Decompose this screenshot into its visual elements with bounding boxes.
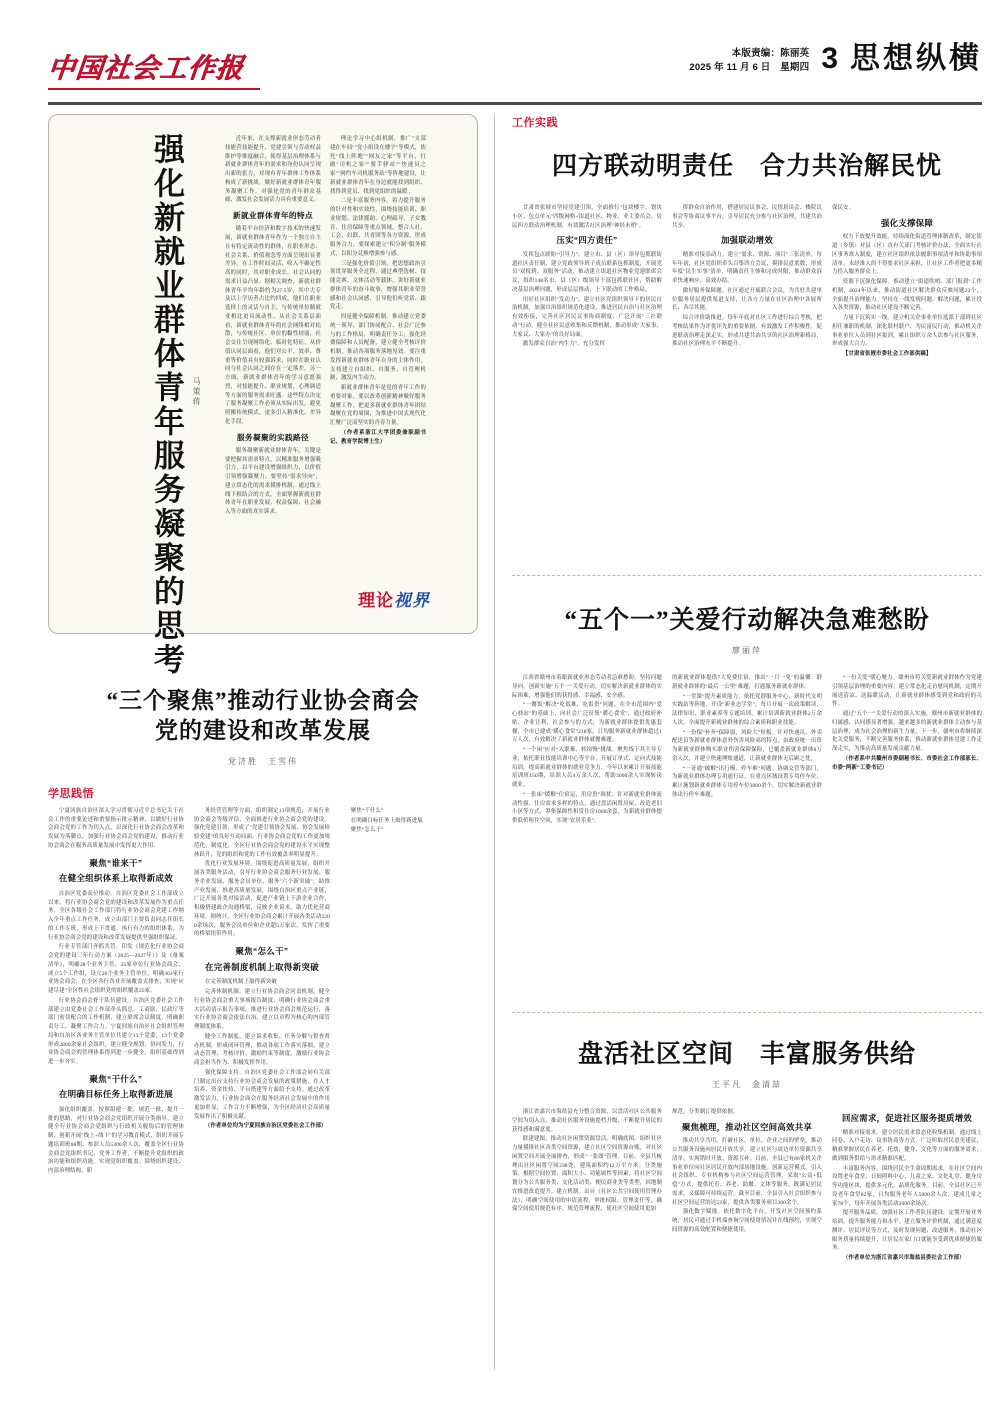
paragraph: 发挥包点联防“引导力”。建立市、县（区）领导包抓联街道社区责任制，建立党政领导班子成员联系包抓制度，开展党员"双报到、双服务"活动，推动建立街道社区物业党建联席会议，组织148名市、县（区）级领导干部包抓联社区，帮助解决基层治理问题，形成层层推动、上下联动的工作格局。 <box>512 251 662 293</box>
paragraph: “一证通”破解“出行慢、停车难”问题。协调交管等部门，为新就业群体办理专用通行证，在重点区域设置专用停车位，累计施划新就业群体专用停车位3000余个，切实解决新就业群体出行停车难题。 <box>672 765 822 798</box>
right-article-2-author: 廖丽萍 <box>732 646 762 655</box>
paragraph: 服务凝聚新就业群体青年，关键是要把握其需求特点，以精准服务增强吸引力、以平台建设增强组织力、以价值引领增强凝聚力。要坚持"需求导向"，建立常态化的需求摸排机制，通过线上线下相结合的方式，全面掌握新就业群体青年在职业发展、权益保障、社会融入等方面的真实诉求。 <box>225 447 321 516</box>
paragraph: “一张床”缓解“住宿运、用房贵”困扰。针对新就业群体流动性强、住房需求多样的特点，通过盘活闲置房屋、改造老旧小区等方式，筹集保障性租赁住房1000余套，为新就业群体提供低价租住空间，实现"安居乐业"。 <box>512 791 662 824</box>
right-article-3-column-1 <box>512 1108 662 1264</box>
paragraph: 力量下沉筑实一线。建立机关企事业单位选派干部到社区担任兼职的机制，深化联村联户、为民富民行动，推动机关企事业单位人员到社区报到，累计组织万余人次参与社区服务，形成强大合力。 <box>832 315 982 348</box>
right-article-2-column-2 <box>672 674 822 827</box>
paragraph: 浙江省嘉兴市海盐县充分整合资源，以盘活社区公共服务空间为切入点，推动社区服务设施提档升级，不断提升居民的获得感和满意度。 <box>512 1109 662 1133</box>
paragraph: 丰富服务内容。围绕居民全生命周期需求，在社区空间内设置老年食堂、日间照料中心、儿童之家、文化礼堂、健身房等功能区块，提供多元化、品质化服务。目前，全县社区已开设老年食堂62家，日均服务老年人5000余人次；建成儿童之家78个，每年开展各类活动2000余场次。 <box>832 1165 982 1207</box>
right-article-3-column-2 <box>672 1108 822 1264</box>
newspaper-logo: 中国社会工作报 <box>46 53 246 84</box>
right-article-2 <box>512 600 982 827</box>
subheading-line2: 在完善制度机制上取得新突破 <box>204 961 320 972</box>
paragraph: 近年来，在支撑新就业形态劳动者技能营技能提升、党建引领与劳动权益维护等维度融合，使得基层治理体系与新就业群体青年的需求和身份认同呈现出新的张力，对现有青年群体工作体系构成了新挑战。做好新就业群体青年服务凝聚工作，对强化党的青年群众基础、激发社会发展活力具有重要意义。 <box>225 136 321 204</box>
left-article-2-authors: 党济胜 王雪伟 <box>228 756 298 766</box>
masthead <box>0 42 1000 104</box>
article-separator-1 <box>512 575 982 576</box>
left-article-2-column-3 <box>340 807 476 1177</box>
masthead-right-group <box>689 44 982 76</box>
paragraph: 三是强化价值引领。把思想政治引领贯穿服务全过程，通过典型选树、技能竞赛、文体活动等载体，讲好新就业群体青年的奋斗故事，增强其职业荣誉感和社会认同感，引导他们听党话、跟党走。 <box>330 260 426 311</box>
paragraph: “一堂课”提升素质能力。依托党群服务中心、新时代文明实践站等阵地，开设"新业态学堂"，每月开展一次政策解读、法律知识、职业素养等专题培训，累计培训新就业群体2万余人次，全面提升新就业群体的综合素质和职业技能。 <box>672 693 822 726</box>
right-article-3-subheading-1: 聚焦梳理，推动社区空间高效共享 <box>681 1121 813 1132</box>
paragraph: 优化行业发展环境。围绕促进高质量发展，组织开展各类服务活动，引导行业协会商会服务行业发展、服务企业发展、服务会员单位，服务"六个新突破"，助推产业发展、推进高质量发展。围绕自治区重点产业链，广泛开展各类对接活动，促进产业链上下游企业合作，积极搭建政企沟通桥梁，反映企业诉求，助力优化营商环境。据统计，全区行业协会商会累计开展各类活动2200余场次，服务会员单位和企业超5万家次，发挥了重要的桥梁纽带作用。 <box>194 861 330 938</box>
right-article-2-attribution: （作者系中共赣州市委副秘书长、市委社会工作部部长、市委“两新”工委书记） <box>832 755 982 771</box>
paragraph: 健全工作制度。建立诉求收集、任务分解与督查督办机制，形成闭环管理，推动各项工作落实落细。建立动态管理、考核评价、激励约束等制度，激励行业协会商会担当作为、积极发挥作用。 <box>194 1033 330 1066</box>
boxed-subheading-2: 服务凝聚的实践路径 <box>237 432 309 442</box>
paragraph: 完善体制机制。建立行业协会商会问责机制，健全行业协会商会重大事项报告制度，明确行业协会商会重大活动请示报告事项，推进行业协会商会规范运行，落实行业协会商会依法自治，建立以章程为核心的内部管理制度体系。 <box>194 989 330 1030</box>
paragraph: 保民安。 <box>832 205 855 211</box>
right-article-1 <box>512 114 982 360</box>
boxed-article-column-2 <box>330 135 426 447</box>
editor-line: 本版责编：陈丽英 <box>731 47 810 59</box>
paragraph: “一份关爱”暖心聚力。赣州市将关爱新就业群体作为党建引领基层治理的重要内容，建立常态化走访慰问机制，定期开展送清凉、送温暖活动，让新就业群体感受到党和政府的关怀。 <box>832 675 982 708</box>
right-subheading-2: 加强联动增效 <box>720 235 774 246</box>
paragraph: 务经营管理等方面，组织制定13项规范，开展行业协会商会等级评估，全面推进行业协会商会党的建设。强化党建引领，形成了"党建引领协会发展、协会发展检验党建"的良好互动局面，行业协会商会党的工作更加规范化、制度化。全区行业协会商会党的建设水平实现整体跃升，党的组织和党的工作有效覆盖率明显提升。 <box>194 807 330 858</box>
right-article-1-column-1 <box>512 204 662 360</box>
right-article-3-subheading-2: 回应需求，促进社区服务提质增效 <box>841 1113 973 1123</box>
theory-logo-part1: 理论 <box>358 591 394 611</box>
right-subheading-3: 强化支撑保障 <box>880 217 934 228</box>
subheading-line2: 在明确目标任务上取得新进展 <box>58 1089 174 1100</box>
paragraph: 通过"五个一"关爱行动的深入实施，赣州市新就业群体的归属感、认同感显著增强，越来越多的新就业群体主动参与基层治理，成为社会治理的新生力量。下一步，赣州市将继续深化关爱服务，不断完善服务体系，推动新就业群体党建工作走深走实，为推动高质量发展贡献力量。 <box>832 711 982 752</box>
header-rule <box>48 102 982 105</box>
paragraph: “一餐饭”解决“吃饭难，吃饭贵”问题。在全市范围内"爱心驿站"的基础上，向社会广泛征集"暖心食堂"，通过政府补贴、企业让利、社会参与的方式，为新就业群体提供优惠套餐，全市已建成"暖心食堂"218家，日均服务新就业群体超过1万人次，有效解决了新就业群体就餐难题。 <box>512 702 662 744</box>
paragraph: 的新就业群体提供7大免费住宿，推出"一月一免"的温馨：群新就业群体的"最后一公里"难题，打通服务新就业群体。 <box>672 675 822 690</box>
paragraph: 宁夏回族自治区深入学习贯彻习近平总书记关于社会工作的重要论述和重要指示批示精神，以做好行业协会商会党的工作为切入点，以深化行业协会商会改革和发展为落脚点，加强行业协会商会党的建设，推动行业协会商会在服务高质量发展中发挥更大作用。 <box>48 807 184 849</box>
paragraph: 做好服务保障题。社区通过开展联合会议，为共驻共建单位服务居民提供渠道支持，让各方力量在社区治理中各展所长、各尽其能。 <box>672 287 822 312</box>
theory-logo-part2: 视界 <box>394 591 430 611</box>
subheading-line1: 聚焦“谁来干” <box>89 857 143 868</box>
paragraph: 行业专管部门齐抓共管。印发《规范化行业协会商会党的建设三年行动方案（2025—2027年）》及《备案清单》，明确28个业务主管、35家单位行业协会商会，成立5个工作组，设立26个业务主管单位，明确303家行业协会商会，在全区各行各业开展覆盖式排查，实现"应建尽建"全区性社会组织党的组织覆盖25家。 <box>48 944 184 994</box>
logo-underline <box>48 88 260 90</box>
right-article-3-title: 盘活社区空间 丰富服务供给 <box>577 1041 916 1068</box>
paragraph: 二是丰富服务内容。着力提升服务的针对性和实效性，围绕技能培训、职业规划、法律援助、心理疏导、子女教育、住房保障等重点领域，整合人社、工会、妇联、共青团等各方资源，形成服务合力。要探索建立"积分制"服务模式，以积分兑换增强参与感。 <box>330 198 426 257</box>
subheading-line1: 聚焦“怎么干” <box>235 946 289 957</box>
boxed-article-title: 强化新就业群体青年服务凝聚的思考 <box>149 133 184 677</box>
paragraph: 提升服务品质。加强社区工作者队伍建设，定期开展业务培训，提升服务能力和水平。建立服务评价机制，通过满意度测评、居民评议等方式，及时发现问题、改进服务，推动社区服务质量持续提升，让居民在家门口就能享受到优质便捷的服务。 <box>832 1210 982 1252</box>
left-article-2-column-1 <box>48 807 184 1177</box>
right-article-1-title: 四方联动明责任 合力共治解民忧 <box>551 153 942 180</box>
paragraph: 在明确目标任务上取得新进展 <box>350 817 423 824</box>
left-article-2-title-line1: “三个聚焦”推动行业协会商会 <box>106 688 420 713</box>
subheading-line2: 在健全组织体系上取得新成效 <box>58 873 174 884</box>
right-subheading-1: 压实“四方责任” <box>556 235 618 246</box>
boxed-subheading-1: 新就业群体青年的特点 <box>233 211 313 220</box>
page-number: 3 <box>821 42 838 75</box>
right-article-2-column-1 <box>512 674 662 827</box>
left-article-2-attribution: （作者单位均为宁夏回族自治区党委社会工作部） <box>204 1123 327 1130</box>
paragraph: 强化组织覆盖。按照组建一批、规范一批、提升一批的思路，对行业协会商会党组织开展分类指导，建立健全行业协会商会党组织与行政机关脱钩后的管理体制，创新开展"线上+线下"的学习教育模式，组织开展专题培训班68期、参训人员5300余人次，覆盖全区行业协会商会党组织书记、党务工作者，不断提升党组织的政治功能和组织功能。实现党组织覆盖。围绕组织建设、内部治理结构、职 <box>48 1106 184 1175</box>
paragraph: 推动共享共用。打破社区、单位、企业之间的壁垒，推动公共服务设施向居民开放共享，建立社区与周边单位资源共享清单，实现错时开放、资源互补。目前，全县已有86家机关企事业单位向社区居民开放内部场地设施。创新运营模式。引入社会组织、专业机构参与社区空间运营管理，采取"公益+低偿"方式，提供托育、养老、助餐、文体等服务，既满足居民需求，又保障可持续运营。截至目前，全县引入社会组织参与社区空间运营的达53家，提供各类服务项目300余个。 <box>672 1138 822 1206</box>
right-article-1-column-3 <box>832 204 982 360</box>
right-article-3-attribution: （作者单位为浙江省嘉兴市海盐县委社会工作部） <box>842 1255 965 1262</box>
boxed-article-author: 马策蒋 <box>192 377 201 407</box>
paragraph: 理论学习中心组机制，推广"支部建在车间""党小组设在楼宇"等模式，依托"线上阵地""网友之家"等平台，打破"司机之家""骑手驿站""快递员之家""网约车司机服务站"等阵地建设，让新就业群体青年在身边就能找到组织、找得到党员、找到党组织的温暖。 <box>330 136 426 195</box>
paragraph: 江西省赣州市着眼新就业形态劳动者急难愁盼，坚持问题导向，创新实施"五个一"关爱行动，切实解决新就业群体的实际困难，增强他们的获得感、幸福感、安全感。 <box>512 675 662 699</box>
right-article-3-authors: 王平凡 金清喆 <box>712 1080 782 1089</box>
right-article-3 <box>512 1034 982 1264</box>
paragraph: 行业协会商会骨干队伍建设。自治区党委社会工作部建立由党委社会工作部牵头抓总，工商联、民政厅等部门密切配合的工作机制，建立联席会议制度，明确职责分工，凝聚工作合力。宁夏回族自治区社会组织管理局和自治区各业务主管单位共建立13个党委，13个党委形成2860余家社会组织。建立健全规划、协同发力，行业协会商会的管理体系得到进一步健全，组织基础得到进一步夯实。 <box>48 997 184 1065</box>
column-divider <box>494 114 495 1370</box>
paragraph: 综合评价助推进。每年年底对社区工作进行综合考核，把考核结果作为评优评先的重要依据，有效激发工作积极性，促进联动治理走深走实，形成共建共治共享的社区治理新格局，推动社区治理水平不断提升。 <box>672 315 822 348</box>
right-article-1-column-2 <box>672 204 822 360</box>
paragraph: 挥群众自治作用，搭建居民议事会、民情恳谈会、楼院议事会等协商议事平台，引导居民充分参与社区治理，共建共治共享。 <box>672 205 822 229</box>
subheading-line1: 聚焦“干什么” <box>89 1073 143 1084</box>
boxed-article <box>48 114 478 677</box>
left-subheading-2 <box>194 945 330 974</box>
paragraph: 联建建图，推动社区闲置资源盘活。明确底图。组织社区力量摸排社区各类空间资源，建立社区空间资源台账，对社区闲置空间开展全面排查，形成"一张图"管理。目前，全县共梳理出社区闲置空间238处，建筑面积约12万平方米。分类施策。根据空间位置、面积大小、功能属性等因素，将社区空间划分为公共服务类、文化活动类、便民商业类等类型，因地制宜推进改造提升。建立机制。出台《社区公共空间使用管理办法》，明确空间使用的申请流程、审批权限、管理责任等，确保空间使用规范有序。规范管理流程，使社区空间使用更加 <box>512 1136 662 1213</box>
paragraph: 激发群众自治"内生力"。充分发挥 <box>522 341 606 348</box>
paragraph: 聚焦“怎么干” <box>350 827 384 834</box>
left-subheading-3 <box>48 1073 184 1102</box>
paragraph: 自治区党委高位推动。自治区党委社会工作部成立以来，将行业协会商会党的建设和改革发展作为重点任务，全区各级社会工作部门将行业协会商会党建工作纳入全年重点工作任务，成立由部门主要负责同志任组长的工作专班，形成上下贯通、执行有力的组织体系，为行业协会商会党的建设和改革发展提供坚强组织保证。 <box>48 890 184 941</box>
left-subheading-1 <box>48 857 184 886</box>
paragraph: 聚焦“干什么” <box>350 807 384 814</box>
boxed-article-column-1 <box>225 135 321 518</box>
right-article-3-column-3 <box>832 1108 982 1264</box>
kicker-gongzuoshijian: 工作实践 <box>512 117 558 129</box>
paragraph: 强化数字赋能。依托数字化平台，开发社区空间预约系统，居民可通过手机端查询空间使用情况并在线预约，实现空间资源的高效配置和便捷使用。 <box>672 1209 822 1233</box>
paragraph: 随着平台经济和数字技术的快速发展，新就业群体青年作为一个独立自主且有特定流动性的群体，在职业形态、社会关系、价值观念等方面呈现出显著差异。在工作时间灵活、收入不确定性高的同时，其对职业成长、社会认同的需求日益凸显。据相关调查，新就业群体青年平均年龄约为27.5岁，其中大专及以上学历者占比约四成。他们在职业选择上的灵活与自主，与传统单位制就业相比更具流动性。从社会关系层面看，新就业群体青年的社会网络相对松散，与传统社区、单位的黏性较弱，社会交往呈现网络化、临时化特征。从价值认同层面看，他们对公平、效率、尊重等价值具有较强诉求，同时在职业认同与社会认同之间存在一定落差。另一方面，新就业群体青年的学习意愿强烈，对技能提升、职业规划、心理调适等方面的服务需求旺盛。这些特点决定了服务凝聚工作必须从实际出发，避免照搬传统模式，更多引入精准化、差异化手段。 <box>225 226 321 425</box>
right-article-2-column-3 <box>832 674 982 827</box>
paragraph: 用好社区组织"发动力"。建立社区党组织领导下的居民自治机制，加强自治组织规范化建设，推进居民自治与社区治理有效衔接，完善社区居民议事协商制度，广泛开展"三社联动"行动，健全社区民意收集和反馈机制，推动形成"大家事、大家议、大家办"的良好局面。 <box>512 296 662 338</box>
theory-column-logo <box>300 586 430 611</box>
right-article-1-attribution: 【甘肃省张掖市委社会工作部供稿】 <box>842 351 932 358</box>
paragraph: 新就业群体青年是党的青年工作的重要对象。要以改革创新精神做好服务凝聚工作，把更多新就业群体青年团结凝聚在党的周围，为推进中国式现代化汇聚广泛而坚实的青春力量。 <box>330 385 426 426</box>
paragraph: “一个闲”应对“入职难、转岗慢”挑战。聚焦线下其主导专业，依托职业技能培训中心等平台，开展订单式、定向式技能培训，提高新就业群体的就业竞争力。今年以来累计开展技能培训班150期，培训人员4万余人次，帮助3000余人实现转岗就业。 <box>512 747 662 788</box>
date-line: 2025 年 11 月 6 日 星期四 <box>689 62 810 74</box>
paragraph: 精准对接添动力。建立"需求、资源、项目"三张清单，每年年初，社区党组织牵头召集四方会议，摸排民意底数，形成年度"民生实事"清单，明确责任主体和完成时限，推动群众诉求快速响应、高效办结。 <box>672 251 822 285</box>
left-article-2 <box>48 686 478 1177</box>
paragraph: 甘肃省张掖市坚持党建引领，全面推行"包块楼宇、划块小区、包点单元"四级网格+街道社区、物业、业主委员会、居民四方联动治理机制，有效激活社区治理"神经末梢"。 <box>512 205 662 229</box>
left-article-2-title-line2: 党的建设和改革发展 <box>155 717 371 743</box>
left-article-2-column-2 <box>194 807 330 1177</box>
masthead-meta <box>689 47 809 76</box>
boxed-article-attribution: （作者系浙江大学团委兼职副书记、教育学院博士生） <box>330 429 426 445</box>
right-article-2-title: “五个一”关爱行动解决急难愁盼 <box>564 607 930 634</box>
paragraph: 强化保障支持。自治区党委社会工作部会同有关部门制定出台支持行业协会商会发展的政策措施，在人才培养、资金扶持、平台搭建等方面给予支持。通过改革激发活力，行业协会商会在服务经济社会发展中的作用更加彰显，工作合力不断增强，为全区经济社会高质量发展作出了积极贡献。 <box>194 1069 330 1120</box>
kicker-xuesijianwu: 学思践悟 <box>48 787 94 800</box>
paragraph: 资源下沉强化保障。推动建立"街道吹哨、部门报到"工作机制，2024年以来，推动街道社区解决群众反映问题23个，全面提升治理能力。坚持在一线发现问题、解决问题，累计投入各类资源，推动社区建设不断完善。 <box>832 279 982 312</box>
paragraph: 规范，分类制订提供依据。 <box>672 1109 739 1115</box>
section-name: 思想纵横 <box>850 42 982 75</box>
article-separator-2 <box>512 1012 982 1013</box>
paragraph: 权力下放提升效能。持续深化街道管理体制改革，制定街道（乡镇）对县（区）直有关部门考核评价办法，全面实行社区事务准入制度，建立社区组织依法履职事项清单和协助事项清单，未经准入的不得要求社区承担，让社区工作者把更多精力投入服务群众上。 <box>832 234 982 276</box>
paragraph: 在完善制度机制上取得新突破 <box>204 979 277 986</box>
paragraph: 精准对接需求。建立居民需求常态化收集机制，通过线上问卷、入户走访、议事协商等方式，广泛听取居民意见建议，精准掌握居民在养老、托幼、健身、文化等方面的服务需求，做到服务供给与需求精准匹配。 <box>832 1129 982 1162</box>
paragraph: “一份保”补齐“保障弱、风险大”短板。针对快递员、外卖配送员等新就业群体意外伤害风险高的特点，由政府统一出资为新就业群体购买职业伤害保障保险，已覆盖新就业群体8万余人次，并建立快速理赔通道，让新就业群体无后顾之忧。 <box>672 729 822 762</box>
paragraph: 四是健全保障机制。推动建立党委统一领导、部门协同配合、社会广泛参与的工作格局，明确责任分工，强化经费保障和人员配备，建立健全考核评价机制，推动各项服务落地见效。要注重发挥新就业群体青年自身的主体作用，支持建立自组织、自服务、自管理机制，激发内生动力。 <box>330 314 426 382</box>
